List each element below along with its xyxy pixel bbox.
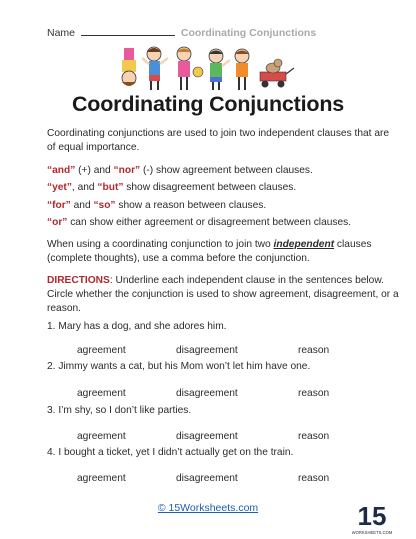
option-reason[interactable]: reason bbox=[298, 431, 330, 442]
kids-illustration bbox=[118, 44, 298, 92]
footer-link[interactable]: © 15Worksheets.com bbox=[157, 502, 259, 514]
intro-paragraph: Coordinating conjunctions are used to join two independent clauses that are of equal importance. bbox=[47, 128, 390, 153]
kid-figure bbox=[177, 47, 203, 90]
logo-caption: WORKSHEETS.COM bbox=[352, 530, 392, 535]
option-reason[interactable]: reason bbox=[298, 473, 330, 484]
conjunction-keyword: “yet” bbox=[47, 182, 72, 194]
exercise-sentence: 1. Mary has a dog, and she adores him. bbox=[47, 321, 227, 332]
directions-label: DIRECTIONS bbox=[47, 275, 110, 286]
kid-figure bbox=[235, 49, 249, 90]
worksheets-logo bbox=[352, 497, 392, 537]
kid-figure bbox=[142, 47, 168, 90]
page-title: Coordinating Conjunctions bbox=[71, 92, 345, 116]
rule-line: “yet”, and “but” show disagreement between clauses. bbox=[47, 182, 297, 194]
rule-line: “and” (+) and “nor” (-) show agreement between clauses. bbox=[47, 165, 313, 176]
name-line bbox=[81, 26, 175, 36]
wagon-with-dog bbox=[260, 59, 294, 88]
rule-line: “or” can show either agreement or disagreement between clauses. bbox=[47, 216, 352, 228]
conjunction-keyword: “or” bbox=[47, 216, 68, 228]
directions-paragraph: DIRECTIONS: Underline each independent clause in the sentences below. Circle whether the conjunction is used to show agreement, disagreement, or a reason. bbox=[47, 275, 399, 314]
worksheet-header bbox=[47, 26, 396, 39]
logo-number: 15 bbox=[357, 501, 387, 531]
usage-paragraph: When using a coordinating conjunction to join two independent clauses (complete thoughts), use a comma before the conjunction. bbox=[47, 239, 372, 264]
kid-figure bbox=[122, 48, 136, 86]
header-sheet-title: Coordinating Conjunctions bbox=[180, 27, 317, 39]
option-agreement[interactable]: agreement bbox=[77, 473, 126, 484]
option-reason[interactable]: reason bbox=[298, 345, 330, 356]
option-reason[interactable]: reason bbox=[298, 388, 330, 399]
rule-line: “for” and “so” show a reason between clauses. bbox=[47, 199, 267, 211]
option-disagreement[interactable]: disagreement bbox=[176, 388, 238, 399]
independent-emphasis: independent bbox=[273, 239, 335, 250]
option-agreement[interactable]: agreement bbox=[77, 345, 126, 356]
option-disagreement[interactable]: disagreement bbox=[176, 431, 238, 442]
conjunction-keyword: “nor” bbox=[113, 165, 141, 176]
name-label: Name bbox=[47, 27, 76, 39]
kid-figure bbox=[209, 49, 230, 90]
option-agreement[interactable]: agreement bbox=[77, 431, 126, 442]
option-disagreement[interactable]: disagreement bbox=[176, 345, 238, 356]
option-agreement[interactable]: agreement bbox=[77, 388, 126, 399]
conjunction-keyword: “for” bbox=[47, 199, 71, 211]
conjunction-keyword: “so” bbox=[93, 199, 116, 211]
exercise-sentence: 2. Jimmy wants a cat, but his Mom won’t let him have one. bbox=[47, 361, 311, 372]
exercise-sentence: 4. I bought a ticket, yet I didn’t actually get on the train. bbox=[47, 447, 294, 458]
conjunction-keyword: “but” bbox=[97, 182, 124, 194]
exercise-sentence: 3. I’m shy, so I don’t like parties. bbox=[47, 405, 192, 416]
rules-list bbox=[47, 164, 399, 233]
option-disagreement[interactable]: disagreement bbox=[176, 473, 238, 484]
conjunction-keyword: “and” bbox=[47, 165, 76, 176]
